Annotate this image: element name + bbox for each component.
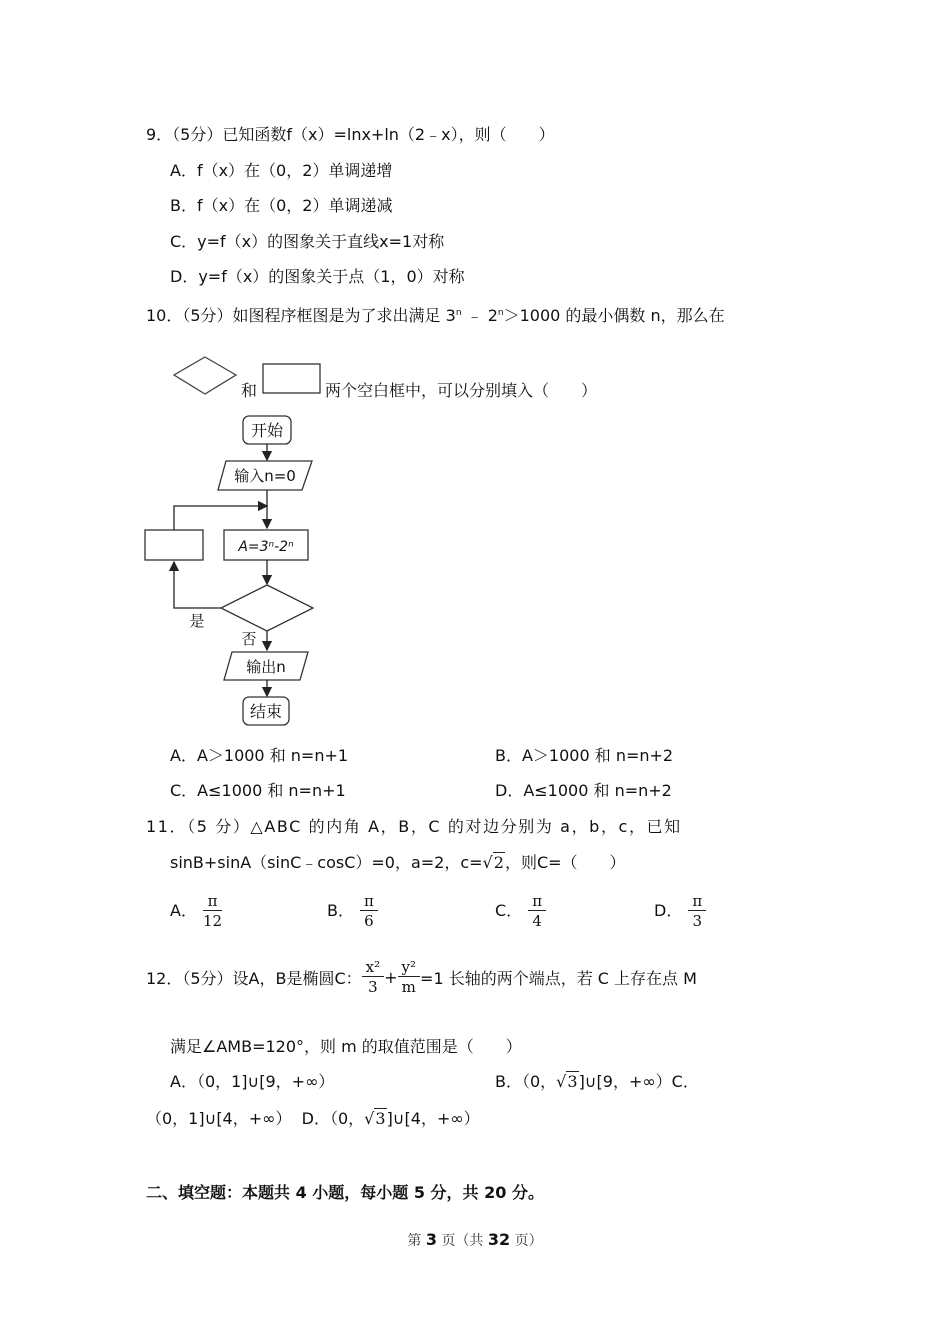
q11-stem-line2 — [170, 852, 626, 874]
numerator: π — [360, 892, 378, 911]
fraction — [688, 892, 706, 931]
q11-option-d — [654, 892, 706, 931]
q12-text: ]∪[9，+∞）C． — [578, 1072, 699, 1091]
flow-start: 开始 — [250, 421, 284, 440]
q10-stem-text: 10．（5分）如图程序框图是为了求出满足 3 — [146, 306, 456, 325]
q9-option-c: C．y=f（x）的图象关于直线x=1对称 — [170, 232, 445, 251]
footer-text: 第 — [407, 1233, 422, 1249]
rectangle-shape-icon — [262, 363, 322, 395]
option-label: B． — [327, 901, 354, 920]
fraction-x2-over-3 — [362, 958, 384, 997]
q10-option-c: C．A≤1000 和 n=n+1 — [170, 781, 346, 800]
option-label: A． — [170, 901, 197, 920]
q12-text: =1 长轴的两个端点，若 C 上存在点 M — [420, 969, 697, 988]
option-label: D． — [654, 901, 683, 920]
q10-stem — [146, 302, 725, 327]
flow-input: 输入n=0 — [234, 467, 296, 485]
radicand: 3 — [567, 1072, 578, 1091]
q10-stem-text: ﹣ 2 — [461, 306, 498, 325]
q9-stem: 9．（5分）已知函数f（x）=lnx+ln（2﹣x），则（ ） — [146, 125, 555, 144]
flow-end: 结束 — [249, 702, 283, 721]
q10-option-a: A．A＞1000 和 n=n+1 — [170, 746, 349, 765]
q11-option-c — [495, 892, 546, 931]
page-footer — [0, 1230, 950, 1250]
radicand: 2 — [493, 853, 504, 872]
q12-stem — [146, 958, 697, 997]
q9-option-b: B．f（x）在（0，2）单调递减 — [170, 196, 393, 215]
q12-option-b — [495, 1071, 699, 1093]
q11-stem-line1: 11．（5 分）△ABC 的内角 A，B，C 的对边分别为 a，b，c，已知 — [146, 817, 682, 836]
numerator: π — [203, 892, 222, 911]
flowchart — [140, 410, 340, 735]
q10-stem-line2: 两个空白框中，可以分别填入（ ） — [325, 381, 598, 400]
numerator: x² — [362, 958, 384, 977]
denominator: 3 — [692, 912, 703, 930]
flow-process: A=3ⁿ-2ⁿ — [238, 539, 294, 555]
q10-and: 和 — [241, 381, 258, 400]
q10-option-b: B．A＞1000 和 n=n+2 — [495, 746, 674, 765]
fraction — [528, 892, 546, 931]
numerator: π — [688, 892, 706, 911]
q12-stem-line2: 满足∠AMB=120°，则 m 的取值范围是（ ） — [170, 1037, 522, 1056]
q10-option-d: D．A≤1000 和 n=n+2 — [495, 781, 672, 800]
sqrt-symbol: √2 — [482, 853, 504, 872]
denominator: 4 — [532, 912, 542, 930]
plus-sign: + — [384, 968, 398, 987]
numerator: y² — [398, 958, 421, 977]
footer-text: 页） — [514, 1233, 543, 1249]
sqrt-symbol: √3 — [364, 1109, 386, 1128]
q9-option-a: A．f（x）在（0，2）单调递增 — [170, 161, 393, 180]
numerator: π — [528, 892, 546, 911]
q12-option-d: D．（0， — [301, 1109, 365, 1128]
total-pages: 32 — [487, 1230, 511, 1249]
exponent: n — [497, 308, 504, 318]
q12-option-c: （0，1]∪[4，+∞） — [146, 1109, 292, 1128]
exponent: n — [455, 308, 462, 318]
q11-option-a — [170, 892, 222, 931]
diamond-shape-icon — [172, 355, 238, 397]
denominator: m — [401, 978, 416, 996]
q12-text: B．（0， — [495, 1072, 557, 1091]
flow-output: 输出n — [246, 658, 286, 676]
q10-stem-text: ＞1000 的最小偶数 n，那么在 — [503, 306, 725, 325]
denominator: 3 — [368, 978, 378, 996]
flow-no-label: 否 — [241, 630, 257, 648]
q11-option-b — [327, 892, 378, 931]
q11-text: ，则C=（ ） — [504, 853, 626, 872]
page-number: 3 — [425, 1230, 437, 1249]
fraction-y2-over-m — [398, 958, 421, 997]
fraction — [360, 892, 378, 931]
fraction — [203, 892, 222, 931]
footer-text: 页（共 — [441, 1233, 484, 1249]
q9-option-d: D．y=f（x）的图象关于点（1，0）对称 — [170, 267, 465, 286]
denominator: 12 — [202, 912, 223, 930]
q12-option-a: A．（0，1]∪[9，+∞） — [170, 1072, 335, 1091]
q12-text: 12．（5分）设A，B是椭圆C： — [146, 969, 362, 988]
option-label: C． — [495, 901, 523, 920]
flow-yes-label: 是 — [189, 612, 205, 630]
q12-option-c-d — [146, 1108, 480, 1130]
denominator: 6 — [364, 912, 374, 930]
radicand: 3 — [375, 1109, 386, 1128]
q11-text: sinB+sinA（sinC﹣cosC）=0，a=2，c= — [170, 853, 483, 872]
section-heading: 二、填空题：本题共 4 小题，每小题 5 分，共 20 分。 — [146, 1183, 544, 1202]
sqrt-symbol: √3 — [556, 1072, 578, 1091]
q12-text: ]∪[4，+∞） — [386, 1109, 480, 1128]
